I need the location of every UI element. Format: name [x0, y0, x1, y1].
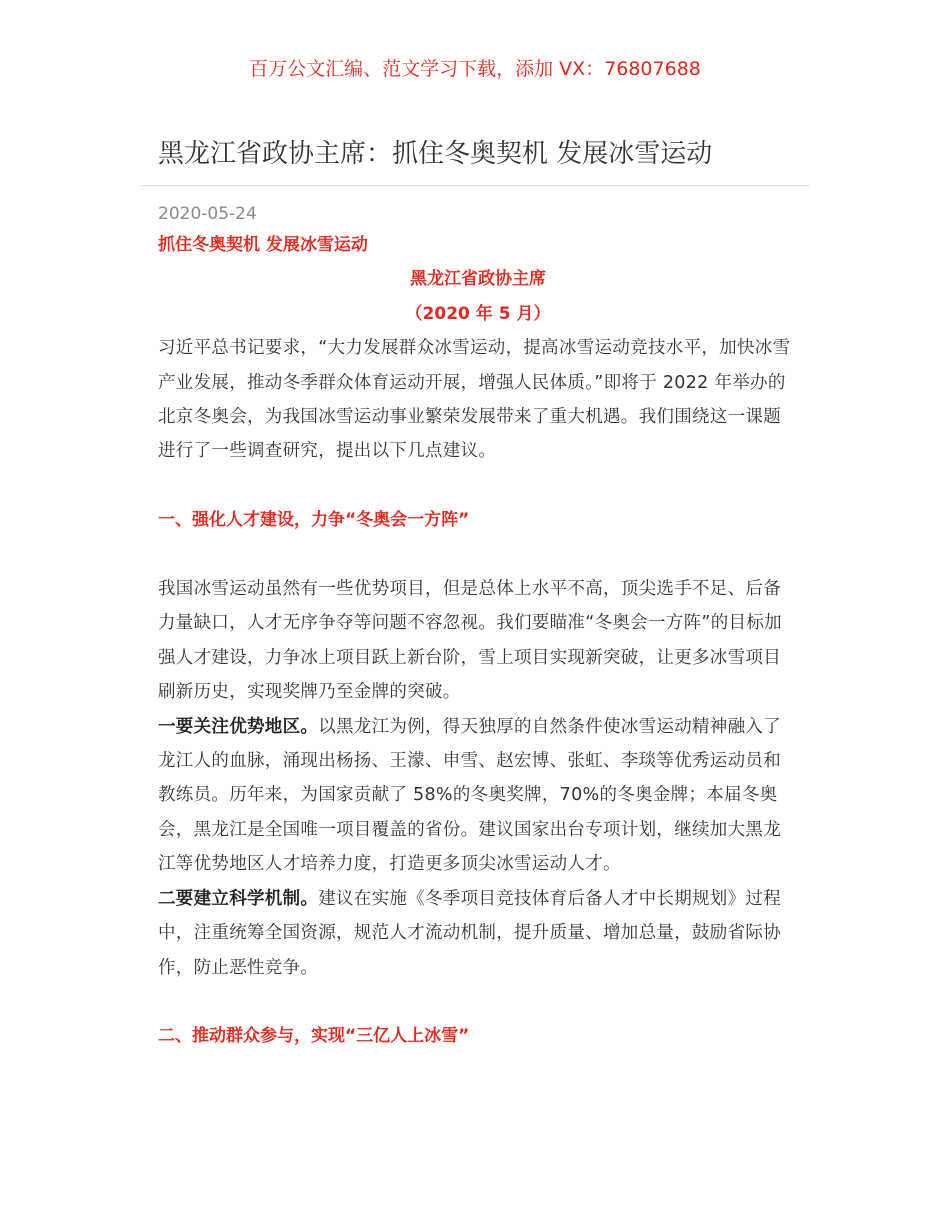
author-line: 黑龙江省政协主席 — [410, 269, 546, 290]
point2-paragraph — [158, 882, 798, 985]
download-banner: 百万公文汇编、范文学习下载，添加 VX：76807688 — [249, 58, 701, 80]
section-heading-2: 二、推动群众参与，实现“三亿人上冰雪” — [158, 1026, 470, 1047]
article-body — [158, 202, 798, 1054]
spacer — [158, 469, 798, 503]
point1-paragraph — [158, 710, 798, 882]
article-subtitle: 抓住冬奥契机 发展冰雪运动 — [158, 235, 368, 255]
spacer — [158, 985, 798, 1019]
publish-date: 2020-05-24 — [158, 204, 257, 224]
point2-text: 建议在实施《冬季项目竞技体育后备人才中长期规划》过程中，注重统筹全国资源，规范人才流动机制，提升质量、增加总量，鼓励省际协作，防止恶性竞争。 — [158, 888, 782, 978]
spacer — [158, 538, 798, 572]
point2-lead: 二要建立科学机制。 — [158, 888, 319, 909]
section-heading-1: 一、强化人才建设，力争“冬奥会一方阵” — [158, 510, 470, 531]
title-divider — [140, 185, 810, 186]
point1-lead: 一要关注优势地区。 — [158, 716, 319, 737]
article-title: 黑龙江省政协主席：抓住冬奥契机 发展冰雪运动 — [158, 139, 713, 169]
intro-paragraph: 习近平总书记要求，“大力发展群众冰雪运动，提高冰雪运动竞技水平，加快冰雪产业发展，推动冬季群众体育运动开展，增强人民体质。”即将于 2022 年举办的北京冬奥会，为我国冰雪运动事业繁荣发展带来了重大机遇。我们围绕这一课题进行了一些调查研究，提出以下几点建议。 — [158, 338, 791, 462]
section1-paragraph: 我国冰雪运动虽然有一些优势项目，但是总体上水平不高，顶尖选手不足、后备力量缺口，人才无序争夺等问题不容忽视。我们要瞄准“冬奥会一方阵”的目标加强人才建设，力争冰上项目跃上新台阶，雪上项目实现新突破，让更多冰雪项目刷新历史，实现奖牌乃至金牌的突破。 — [158, 579, 782, 703]
author-date: （2020 年 5 月） — [405, 303, 551, 324]
point1-text: 以黑龙江为例，得天独厚的自然条件使冰雪运动精神融入了龙江人的血脉，涌现出杨扬、王濛、申雪、赵宏博、张虹、李琰等优秀运动员和教练员。历年来，为国家贡献了 58%的冬奥奖牌，70%的冬奥金牌；本届冬奥会，黑龙江是全国唯一项目覆盖的省份。建议国家出台专项计划，继续加大黑龙江等优势地区人才培养力度，打造更多顶尖冰雪运动人才。 — [158, 716, 782, 875]
